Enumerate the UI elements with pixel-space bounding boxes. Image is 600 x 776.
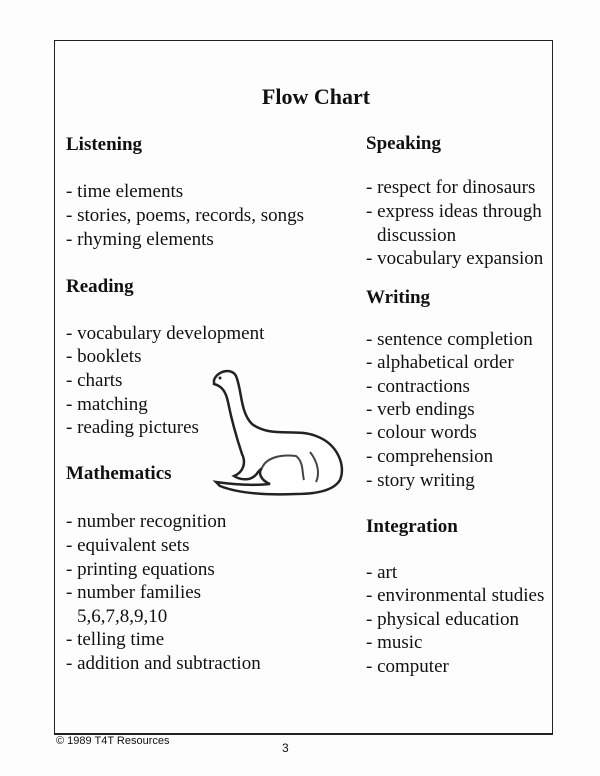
list-item: - alphabetical order	[366, 352, 514, 373]
list-item: - story writing	[366, 470, 475, 491]
list-item: - contractions	[366, 376, 470, 397]
list-item: discussion	[377, 225, 457, 246]
list-item: - physical education	[366, 609, 520, 630]
list-item: - booklets	[66, 346, 142, 367]
list-item: - matching	[66, 394, 148, 415]
heading-speaking: Speaking	[366, 133, 441, 154]
list-item: - sentence completion	[366, 329, 533, 350]
heading-mathematics: Mathematics	[66, 463, 172, 484]
list-item: - number recognition	[66, 511, 227, 532]
heading-integration: Integration	[366, 516, 458, 537]
heading-reading: Reading	[66, 276, 134, 297]
list-item: - environmental studies	[366, 585, 545, 606]
page-number: 3	[282, 741, 289, 755]
dinosaur-illustration	[200, 362, 360, 502]
list-item: - number families	[66, 582, 202, 603]
list-item: - art	[366, 562, 398, 583]
list-item: - addition and subtraction	[66, 653, 261, 674]
list-item: - computer	[366, 656, 449, 677]
list-item: - express ideas through	[366, 201, 542, 222]
list-item: - vocabulary development	[66, 323, 265, 344]
list-item: - comprehension	[366, 446, 494, 467]
heading-writing: Writing	[366, 287, 431, 308]
list-item: - respect for dinosaurs	[366, 177, 536, 198]
heading-listening: Listening	[66, 134, 143, 155]
list-item: - reading pictures	[66, 417, 199, 438]
list-item: - music	[366, 632, 423, 653]
list-item: - equivalent sets	[66, 535, 190, 556]
list-item: - charts	[66, 370, 123, 391]
list-item: - time elements	[66, 181, 184, 202]
list-item: - verb endings	[366, 399, 475, 420]
list-item: 5,6,7,8,9,10	[77, 606, 168, 627]
list-item: - vocabulary expansion	[366, 248, 544, 269]
list-item: - printing equations	[66, 559, 215, 580]
list-item: - rhyming elements	[66, 229, 214, 250]
page-title: Flow Chart	[261, 84, 371, 109]
list-item: - stories, poems, records, songs	[66, 205, 304, 226]
list-item: - colour words	[366, 422, 477, 443]
list-item: - telling time	[66, 629, 165, 650]
copyright: © 1989 T4T Resources	[56, 735, 170, 747]
